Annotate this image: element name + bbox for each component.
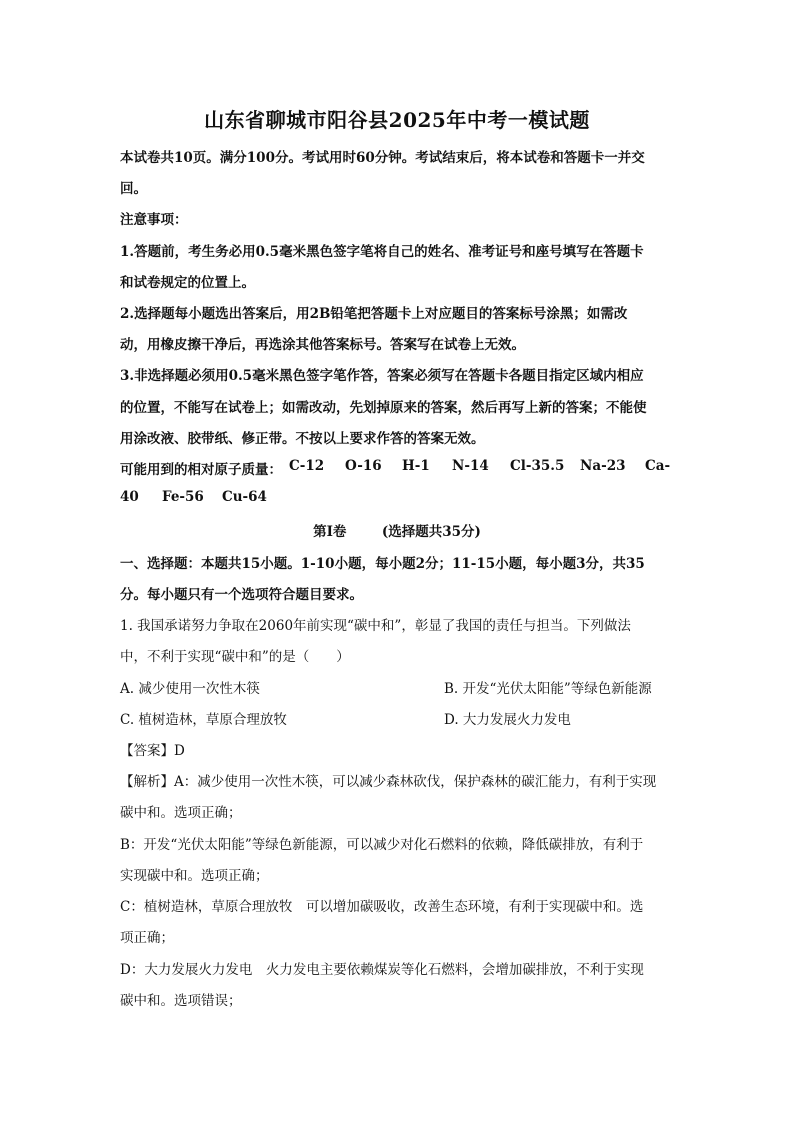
section-instruction: 分。每小题只有一个选项符合题目要求。: [120, 587, 363, 603]
notice-heading: 注意事项：: [120, 212, 188, 228]
analysis-line: 【解析】A：减少使用一次性木筷，可以减少森林砍伐，保护森林的碳汇能力，有利于实现: [120, 774, 657, 790]
atomic-mass-item: Na-23: [580, 458, 626, 474]
notice-line: 的位置，不能写在试卷上；如需改动，先划掉原来的答案，然后再写上新的答案；不能使: [120, 400, 647, 416]
exam-title: 山东省聊城市阳谷县2025年中考一模试题: [204, 108, 590, 132]
question-stem: 1. 我国承诺努力争取在2060年前实现“碳中和”，彰显了我国的责任与担当。下列做法: [120, 618, 631, 634]
analysis-line: D：大力发展火力发电 火力发电主要依赖煤炭等化石燃料，会增加碳排放，不利于实现: [120, 962, 644, 978]
section-part: 第I卷: [313, 524, 347, 540]
atomic-mass-item: Cl-35.5: [510, 458, 565, 474]
section-instruction: 一、选择题：本题共15小题。1-10小题，每小题2分；11-15小题，每小题3分，共35: [120, 556, 645, 572]
atomic-mass-item: O-16: [345, 458, 382, 474]
option-b: B. 开发“光伏太阳能”等绿色新能源: [444, 681, 652, 697]
section-heading: [0, 520, 794, 540]
notice-line: 3.非选择题必须用0.5毫米黑色签字笔作答，答案必须写在答题卡各题目指定区域内相应: [120, 368, 644, 384]
analysis-line: 实现碳中和。选项正确；: [120, 868, 269, 884]
option-c: C. 植树造林，草原合理放牧: [120, 712, 287, 728]
atomic-mass-item: Ca-: [645, 458, 671, 474]
atomic-mass-item: Fe-56: [162, 489, 204, 505]
option-d: D. 大力发展火力发电: [444, 712, 571, 728]
atomic-mass-label: 可能用到的相对原子质量：: [120, 462, 282, 478]
notice-line: 动，用橡皮擦干净后，再选涂其他答案标号。答案写在试卷上无效。: [120, 337, 525, 353]
analysis-line: B：开发“光伏太阳能”等绿色新能源，可以减少对化石燃料的依赖，降低碳排放，有利于: [120, 837, 644, 853]
atomic-mass-item: N-14: [452, 458, 489, 474]
atomic-mass-item: 40: [120, 489, 139, 505]
atomic-mass-item: Cu-64: [222, 489, 267, 505]
analysis-line: C：植树造林，草原合理放牧 可以增加碳吸收，改善生态环境，有利于实现碳中和。选: [120, 899, 644, 915]
atomic-mass-item: H-1: [402, 458, 430, 474]
atomic-mass-item: C-12: [289, 458, 325, 474]
intro-line-1: 本试卷共10页。满分100分。考试用时60分钟。考试结束后，将本试卷和答题卡一并交: [120, 150, 645, 166]
analysis-line: 碳中和。选项错误；: [120, 993, 242, 1009]
analysis-line: 碳中和。选项正确；: [120, 805, 242, 821]
notice-line: 2.选择题每小题选出答案后，用2B铅笔把答题卡上对应题目的答案标号涂黑；如需改: [120, 306, 628, 322]
notice-line: 1.答题前，考生务必用0.5毫米黑色签字笔将自己的姓名、准考证号和座号填写在答题卡: [120, 244, 644, 260]
analysis-line: 项正确；: [120, 930, 174, 946]
option-a: A. 减少使用一次性木筷: [120, 681, 260, 697]
notice-line: 和试卷规定的位置上。: [120, 275, 255, 291]
section-desc: (选择题共35分): [381, 524, 481, 540]
intro-line-2: 回。: [120, 181, 147, 197]
question-stem: 中，不利于实现“碳中和”的是（ ）: [120, 649, 350, 665]
notice-line: 用涂改液、胶带纸、修正带。不按以上要求作答的答案无效。: [120, 431, 485, 447]
answer-line: 【答案】D: [120, 743, 185, 759]
